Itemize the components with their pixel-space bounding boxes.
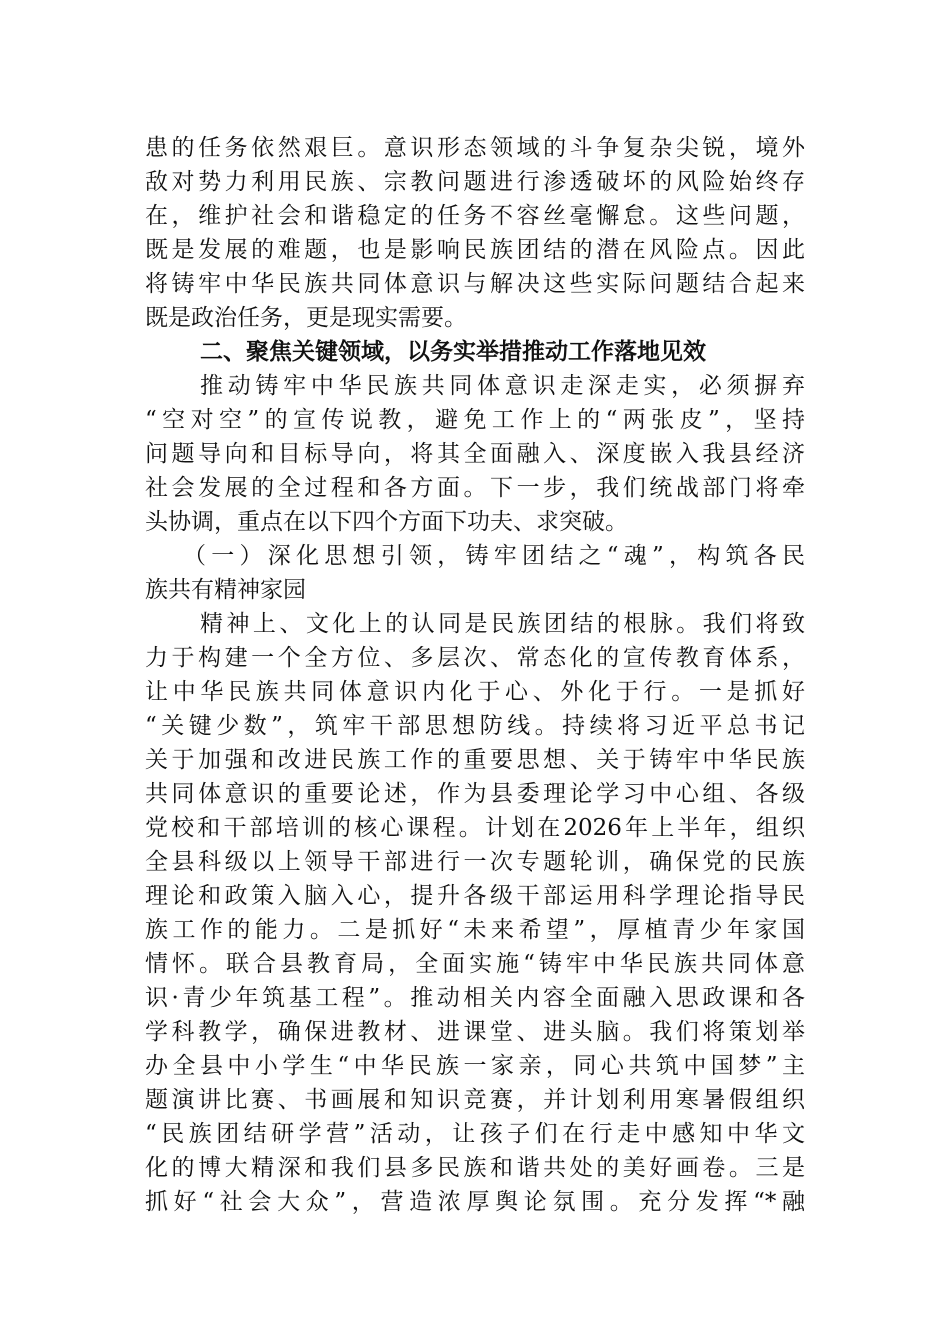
text-line: “关键少数”，筑牢干部思想防线。持续将习近平总书记	[145, 713, 805, 739]
paragraph-intro	[145, 369, 805, 539]
text-line: 在，维护社会和谐稳定的任务不容丝毫懈怠。这些问题，	[145, 203, 805, 229]
text-line: 让中华民族共同体意识内化于心、外化于行。一是抓好	[145, 679, 805, 705]
text-line: 全县科级以上领导干部进行一次专题轮训，确保党的民族	[145, 849, 805, 875]
subsection-heading	[145, 539, 805, 607]
text-line: 识·青少年筑基工程”。推动相关内容全面融入思政课和各	[145, 985, 805, 1011]
text-line: “空对空”的宣传说教，避免工作上的“两张皮”，坚持	[145, 407, 805, 433]
text-line: “民族团结研学营”活动，让孩子们在行走中感知中华文	[145, 1121, 805, 1147]
text-line: 问题导向和目标导向，将其全面融入、深度嵌入我县经济	[145, 441, 805, 467]
paragraph-body	[145, 607, 805, 1219]
text-line: 学科教学，确保进教材、进课堂、进头脑。我们将策划举	[145, 1019, 805, 1045]
text-line: 抓好“社会大众”，营造浓厚舆论氛围。充分发挥“*融	[145, 1189, 805, 1215]
text-line: 既是发展的难题，也是影响民族团结的潜在风险点。因此	[145, 237, 805, 263]
document-page	[145, 131, 805, 1219]
text-line: 党校和干部培训的核心课程。计划在2026年上半年，组织	[145, 815, 805, 841]
text-line: 精神上、文化上的认同是民族团结的根脉。我们将致	[200, 611, 805, 637]
paragraph-risks	[145, 131, 805, 335]
text-line: 办全县中小学生“中华民族一家亲，同心共筑中国梦”主	[145, 1053, 805, 1079]
text-line: 社会发展的全过程和各方面。下一步，我们统战部门将牵	[145, 475, 805, 501]
text-line: 关于加强和改进民族工作的重要思想、关于铸牢中华民族	[145, 747, 805, 773]
text-line: 将铸牢中华民族共同体意识与解决这些实际问题结合起来	[145, 271, 805, 297]
text-line: 题演讲比赛、书画展和知识竞赛，并计划利用寒暑假组织	[145, 1087, 805, 1113]
text-line: 既是政治任务，更是现实需要。	[145, 305, 467, 331]
text-line: 族共有精神家园	[145, 577, 306, 603]
text-line: 推动铸牢中华民族共同体意识走深走实，必须摒弃	[200, 373, 805, 399]
section-heading: 二、聚焦关键领域，以务实举措推动工作落地见效	[200, 339, 706, 365]
text-line: 患的任务依然艰巨。意识形态领域的斗争复杂尖锐，境外	[145, 135, 805, 161]
text-line: （一）深化思想引领，铸牢团结之“魂”，构筑各民	[183, 543, 805, 569]
text-line: 理论和政策入脑入心，提升各级干部运用科学理论指导民	[145, 883, 805, 909]
text-line: 敌对势力利用民族、宗教问题进行渗透破坏的风险始终存	[145, 169, 805, 195]
text-line: 化的博大精深和我们县多民族和谐共处的美好画卷。三是	[145, 1155, 805, 1181]
text-line: 头协调，重点在以下四个方面下功夫、求突破。	[145, 509, 628, 535]
text-line: 情怀。联合县教育局，全面实施“铸牢中华民族共同体意	[145, 951, 805, 977]
text-line: 族工作的能力。二是抓好“未来希望”，厚植青少年家国	[145, 917, 805, 943]
text-line: 力于构建一个全方位、多层次、常态化的宣传教育体系，	[145, 645, 805, 671]
text-line: 共同体意识的重要论述，作为县委理论学习中心组、各级	[145, 781, 805, 807]
